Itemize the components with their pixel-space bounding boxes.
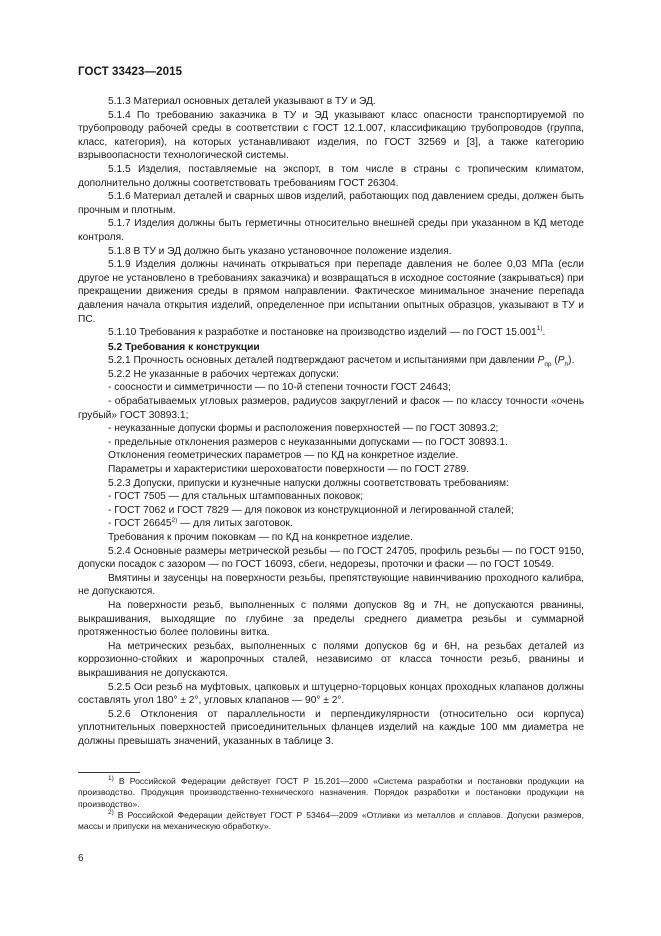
clause-5-2-4-dents: Вмятины и заусенцы на поверхности резьбы, препятствующие навинчиванию проходного калибра, не допускаются. — [78, 572, 584, 598]
pressure-symbol-2: P — [557, 355, 565, 367]
pressure-symbol: P — [537, 355, 545, 367]
footnote-2-mark: 2) — [108, 808, 114, 816]
page-number: 6 — [78, 853, 84, 864]
clause-5-2-4-tears: На поверхности резьб, выполненных с полями допусков 8g и 7H, не допускаются рванины, выкрашивания, выходящие по глубине за пределы среднего диаметра резьбы и суммарной протяженностью более половины витка. — [78, 599, 584, 639]
document-body — [78, 95, 584, 749]
clause-5-2-1 — [78, 354, 584, 368]
paren-close: ). — [568, 355, 575, 367]
clause-5-1-3: 5.1.3 Материал основных деталей указывают в ТУ и ЭД. — [108, 96, 376, 107]
footnote-2 — [78, 810, 584, 833]
clause-5-1-8: 5.1.8 В ТУ и ЭД должно быть указано установочное положение изделия. — [108, 245, 452, 257]
list-item — [78, 517, 584, 531]
pressure-subscript-pr: пр — [544, 361, 552, 369]
footnote-2-text: В Российской Федерации действует ГОСТ Р 53464—2009 «Отливки из металлов и сплавов. Допуски размеров, массы и припуски на механическую обработку». — [78, 809, 584, 832]
document-header: ГОСТ 33423—2015 — [78, 66, 183, 78]
clause-5-2-5: 5.2.5 Оси резьб на муфтовых, цапковых и штуцерно-торцовых концах проходных клапанов должны составлять угол 180° ± 2°, угловых клапанов — 90° ± 2°. — [78, 681, 584, 707]
list-item: - соосности и симметричности — по 10-й степени точности ГОСТ 24643; — [108, 382, 451, 394]
list-item: Параметры и характеристики шероховатости поверхности — по ГОСТ 2789. — [108, 464, 469, 476]
footnote-ref-1[interactable]: 1) — [536, 325, 543, 333]
footnotes — [78, 772, 584, 832]
footnote-1-mark: 1) — [108, 774, 114, 782]
clause-5-1-7: 5.1.7 Изделия должны быть герметичны относительно внешней среды при указанном в КД методе контроля. — [78, 218, 584, 243]
list-item: - неуказанные допуски формы и расположения поверхностей — по ГОСТ 30893.2; — [108, 423, 499, 435]
list-item-text-tail: — для литых заготовок. — [177, 518, 293, 530]
footnote-divider — [78, 772, 140, 773]
clause-5-2-6: 5.2.6 Отклонения от параллельности и перпендикулярности (относительно оси корпуса) уплотнительных поверхностей присоединительных фланцев изделий на каждые 100 мм диаметра не должны превышать значений, указанных в таблице 3. — [78, 708, 584, 747]
clause-5-1-4: 5.1.4 По требованию заказчика в ТУ и ЭД указывают класс опасности транспортируемой по трубопроводу рабочей среды в соответствии с ГОСТ 12.1.007, классификацию трубопроводов (группа, класс, категория), на которых устанавливают изделия, по ГОСТ 32569 и [3], а также категорию взрывоопасности технологической системы. — [78, 109, 584, 162]
pressure-subscript-h: h — [564, 361, 569, 369]
list-item-text: - ГОСТ 26645 — [108, 518, 172, 530]
clause-5-1-6: 5.1.6 Материал деталей и сварных швов изделий, работающих под давлением среды, должен быть прочным и плотным. — [78, 191, 584, 216]
list-item: - обрабатываемых угловых размеров, радиусов закруглений и фасок — по классу точности «очень грубый» ГОСТ 30893.1; — [78, 396, 584, 421]
clause-5-2-4: 5.2.4 Основные размеры метрической резьбы — по ГОСТ 24705, профиль резьбы — по ГОСТ 9150, допуски посадок с зазором — по ГОСТ 16093, сбеги, недорезы, проточки и фаски — по ГОСТ 10549. — [78, 545, 584, 571]
paren-open: ( — [551, 355, 558, 367]
clause-5-1-5: 5.1.5 Изделия, поставляемые на экспорт, в том числе в страны с тропическим климатом, дополнительно должны соответствовать требованиям ГОСТ 26304. — [78, 163, 584, 189]
clause-5-2-4-metric: На метрических резьбах, выполненных с полями допусков 6g и 6H, на резьбах деталей из коррозионно-стойких и жаропрочных сталей, независимо от класса точности резьб, рванины и выкрашивания не допускаются. — [78, 640, 584, 679]
list-item: - ГОСТ 7062 и ГОСТ 7829 — для поковок из конструкционной и легированной сталей; — [108, 504, 514, 516]
clause-5-1-10-text: 5.1.10 Требования к разработке и постановке на производство изделий — по ГОСТ 15.001 — [108, 327, 537, 339]
clause-5-1-10: 5.1.10 Требования к разработке и постановке на производство изделий — по ГОСТ 15.001$^{1)}$. — [108, 325, 546, 339]
clause-5-1-9: 5.1.9 Изделия должны начинать открываться при перепаде давления не более 0,03 МПа (если другое не установлено в требованиях заказчика) и возвращаться в исходное состояние (закрываться) при прекращении движения среды в прямом направлении. Фактическое минимальное значение перепада давления начала открытия изделий, определенное при испытании опытных образцов, указывают в ТУ и ПС. — [78, 259, 584, 325]
list-item: - ГОСТ 7505 — для стальных штампованных поковок; — [108, 491, 364, 503]
section-5-2-heading: 5.2 Требования к конструкции — [108, 341, 260, 353]
list-item: Отклонения геометрических параметров — по КД на конкретное изделие. — [108, 450, 459, 462]
list-item: Требования к прочим поковкам — по КД на конкретное изделие. — [108, 532, 413, 543]
clause-5-2-3: 5.2.3 Допуски, припуски и кузнечные напуски должны соответствовать требованиям: — [108, 477, 509, 489]
list-item: - предельные отклонения размеров с неуказанными допусками — по ГОСТ 30893.1. — [108, 436, 508, 448]
footnote-ref-2[interactable]: 2) — [171, 516, 178, 524]
clause-5-2-2: 5.2.2 Не указанные в рабочих чертежах допуски: — [108, 368, 339, 380]
footnote-1 — [78, 776, 584, 810]
clause-5-2-1-text: 5.2.1 Прочность основных деталей подтверждают расчетом и испытаниями при давлении — [108, 355, 538, 367]
footnote-1-text: В Российской Федерации действует ГОСТ Р 15.201—2000 «Система разработки и постановки продукции на производство. Продукция производственно-технического назначения. Порядок разработки и постановки продукции на производство». — [78, 776, 584, 809]
